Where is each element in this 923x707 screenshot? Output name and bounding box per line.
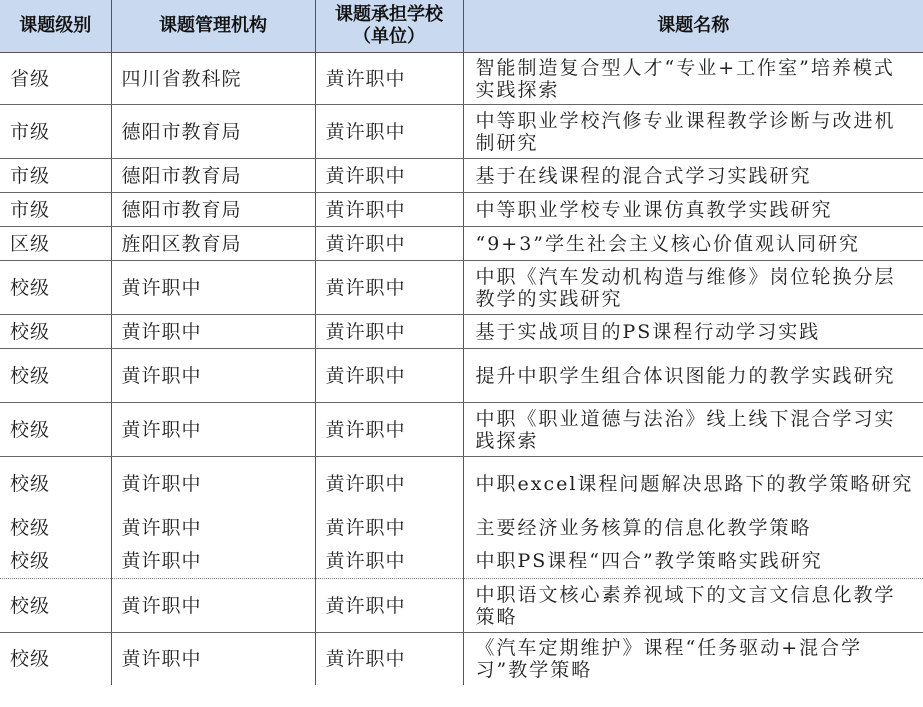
header-name: 课题名称 [463, 0, 923, 53]
cell-name: “9+3”学生社会主义核心价值观认同研究 [463, 227, 923, 261]
cell-org: 黄许职中 [111, 349, 315, 403]
cell-school: 黄许职中 [315, 545, 463, 579]
cell-org: 黄许职中 [111, 545, 315, 579]
cell-name: 基于实战项目的PS课程行动学习实践 [463, 315, 923, 349]
table-row [0, 457, 923, 511]
table-row [0, 53, 923, 105]
cell-school: 黄许职中 [315, 53, 463, 105]
cell-name: 提升中职学生组合体识图能力的教学实践研究 [463, 349, 923, 403]
cell-level: 校级 [0, 349, 111, 403]
table-row [0, 511, 923, 545]
cell-org: 黄许职中 [111, 633, 315, 685]
header-org: 课题管理机构 [111, 0, 315, 53]
cell-level: 校级 [0, 457, 111, 511]
table-row [0, 227, 923, 261]
cell-school: 黄许职中 [315, 403, 463, 457]
cell-level: 校级 [0, 545, 111, 579]
cell-name: 中职《汽车发动机构造与维修》岗位轮换分层教学的实践研究 [463, 261, 923, 315]
table-row [0, 403, 923, 457]
cell-level: 市级 [0, 105, 111, 159]
table-row [0, 545, 923, 579]
cell-org: 德阳市教育局 [111, 193, 315, 227]
cell-name: 中等职业学校汽修专业课程教学诊断与改进机制研究 [463, 105, 923, 159]
cell-org: 黄许职中 [111, 511, 315, 545]
table-row [0, 261, 923, 315]
table-row [0, 579, 923, 633]
cell-school: 黄许职中 [315, 315, 463, 349]
cell-org: 黄许职中 [111, 457, 315, 511]
cell-level: 校级 [0, 261, 111, 315]
table-row [0, 193, 923, 227]
cell-school: 黄许职中 [315, 159, 463, 193]
cell-org: 黄许职中 [111, 579, 315, 633]
cell-school: 黄许职中 [315, 261, 463, 315]
cell-school: 黄许职中 [315, 579, 463, 633]
cell-name: 中职excel课程问题解决思路下的教学策略研究 [475, 472, 914, 495]
cell-school: 黄许职中 [315, 105, 463, 159]
cell-school: 黄许职中 [315, 457, 463, 511]
table-row [0, 349, 923, 403]
header-school [315, 0, 463, 53]
cell-level: 市级 [0, 159, 111, 193]
cell-school: 黄许职中 [315, 349, 463, 403]
header-school-line1: 课题承担学校 [335, 4, 443, 25]
cell-level: 校级 [0, 579, 111, 633]
cell-level: 校级 [0, 511, 111, 545]
header-level: 课题级别 [0, 0, 111, 53]
table-row [0, 159, 923, 193]
cell-level: 校级 [0, 315, 111, 349]
cell-org: 黄许职中 [111, 403, 315, 457]
cell-level: 市级 [0, 193, 111, 227]
cell-level: 校级 [0, 633, 111, 685]
cell-name: 中职《职业道德与法治》线上线下混合学习实践探索 [463, 403, 923, 457]
cell-level: 校级 [0, 403, 111, 457]
cell-level: 区级 [0, 227, 111, 261]
cell-org: 黄许职中 [111, 261, 315, 315]
header-school-line2: （单位） [353, 26, 425, 47]
cell-school: 黄许职中 [315, 511, 463, 545]
cell-name: 中职语文核心素养视域下的文言文信息化教学策略 [463, 579, 923, 633]
header-row [0, 0, 923, 53]
table-row [0, 315, 923, 349]
cell-org: 德阳市教育局 [111, 105, 315, 159]
cell-school: 黄许职中 [315, 227, 463, 261]
cell-name: 智能制造复合型人才“专业+工作室”培养模式实践探索 [463, 53, 923, 105]
cell-level: 省级 [0, 53, 111, 105]
cell-name: 中职PS课程“四合”教学策略实践研究 [463, 545, 923, 579]
table-row [0, 633, 923, 685]
cell-org: 德阳市教育局 [111, 159, 315, 193]
cell-name: 主要经济业务核算的信息化教学策略 [475, 516, 812, 539]
table-row [0, 105, 923, 159]
cell-school: 黄许职中 [315, 193, 463, 227]
cell-name: 基于在线课程的混合式学习实践研究 [463, 159, 923, 193]
cell-name: 中等职业学校专业课仿真教学实践研究 [463, 193, 923, 227]
cell-org: 黄许职中 [111, 315, 315, 349]
cell-org: 四川省教科院 [111, 53, 315, 105]
cell-name: 《汽车定期维护》课程“任务驱动+混合学习”教学策略 [475, 636, 863, 681]
cell-school: 黄许职中 [315, 633, 463, 685]
cell-org: 旌阳区教育局 [111, 227, 315, 261]
